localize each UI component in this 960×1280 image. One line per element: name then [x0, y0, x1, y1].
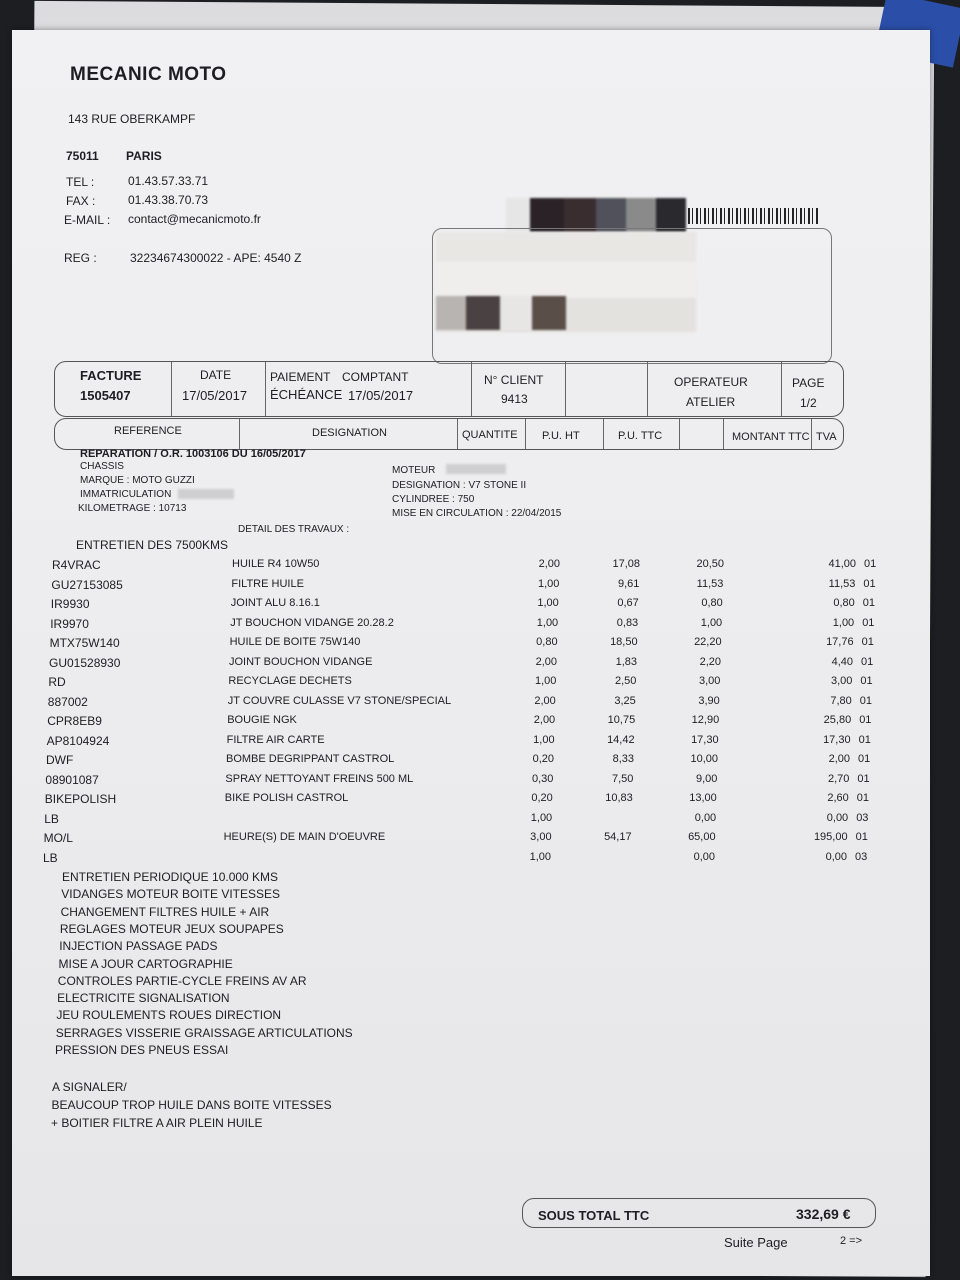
item-ttc: 0,00	[694, 811, 717, 824]
company-name: MECANIC MOTO	[70, 64, 227, 85]
item-mt: 2,60	[827, 792, 849, 804]
item-ref: LB	[44, 811, 59, 826]
note-line: INJECTION PASSAGE PADS	[59, 939, 218, 954]
col-designation: DESIGNATION	[312, 427, 387, 439]
item-ht: 54,17	[604, 831, 632, 843]
item-ht: 18,50	[610, 636, 638, 648]
client-number: 9413	[501, 392, 528, 406]
redacted-address-dark	[436, 296, 566, 330]
item-qty: 1,00	[533, 733, 555, 746]
col-tva: TVA	[816, 431, 837, 443]
item-qty: 0,30	[531, 772, 554, 785]
item-qty: 0,20	[531, 792, 553, 804]
company-street: 143 RUE OBERKAMPF	[68, 112, 196, 126]
item-ht: 17,08	[612, 558, 640, 570]
company-city: PARIS	[126, 149, 162, 163]
item-des: RECYCLAGE DECHETS	[228, 675, 352, 687]
item-ref: R4VRAC	[52, 558, 101, 572]
item-ttc: 65,00	[688, 831, 716, 843]
item-ht: 10,83	[605, 792, 633, 804]
item-des: HUILE R4 10W50	[232, 558, 320, 570]
entretien-title: ENTRETIEN DES 7500KMS	[76, 538, 229, 552]
echeance-label: ÉCHÉANCE	[270, 387, 343, 402]
note-line: MISE A JOUR CARTOGRAPHIE	[58, 956, 233, 971]
item-qty: 2,00	[533, 714, 556, 726]
item-tva: 01	[859, 714, 872, 726]
email-label: E-MAIL :	[64, 213, 111, 227]
item-ref: GU27153085	[51, 577, 123, 592]
marque-label: MARQUE : MOTO GUZZI	[80, 475, 195, 486]
note-line: ENTRETIEN PERIODIQUE 10.000 KMS	[62, 870, 279, 884]
item-mt: 7,80	[830, 694, 852, 707]
moteur-label: MOTEUR	[392, 465, 436, 476]
operateur-label: OPERATEUR	[674, 375, 748, 389]
invoice-paper	[12, 30, 930, 1276]
immat-label: IMMATRICULATION	[80, 489, 172, 500]
item-ref: 08901087	[45, 772, 99, 787]
paiement-label: PAIEMENT	[270, 370, 331, 384]
note-line: ELECTRICITE SIGNALISATION	[57, 991, 230, 1006]
item-mt: 195,00	[813, 831, 848, 843]
item-tva: 01	[858, 733, 871, 746]
company-postcode: 75011	[66, 149, 99, 163]
mise-en-circulation: MISE EN CIRCULATION : 22/04/2015	[392, 508, 562, 519]
item-ttc: 12,90	[691, 714, 720, 726]
item-ref: RD	[48, 675, 66, 689]
item-tva: 01	[862, 616, 875, 629]
item-ttc: 11,53	[696, 577, 724, 590]
item-ht: 0,83	[616, 616, 639, 629]
note-line: JEU ROULEMENTS ROUES DIRECTION	[56, 1008, 282, 1023]
item-des: HEURE(S) DE MAIN D'OEUVRE	[223, 831, 386, 843]
item-mt: 2,00	[828, 753, 850, 765]
col-reference: REFERENCE	[114, 425, 182, 437]
item-tva: 01	[855, 831, 868, 843]
item-des: JT COUVRE CULASSE V7 STONE/SPECIAL	[227, 694, 452, 707]
item-qty: 2,00	[534, 694, 556, 707]
item-ttc: 9,00	[695, 772, 718, 785]
item-ttc: 13,00	[689, 792, 717, 804]
item-tva: 01	[861, 655, 874, 668]
item-ht: 10,75	[607, 714, 636, 726]
item-tva: 01	[863, 577, 876, 590]
subtotal-value: 332,69 €	[796, 1206, 851, 1222]
item-ref: LB	[43, 850, 58, 865]
item-ref: MO/L	[43, 831, 73, 845]
paiement-value: COMPTANT	[342, 370, 409, 384]
item-mt: 0,00	[825, 850, 847, 863]
reg-value: 32234674300022 - APE: 4540 Z	[130, 251, 302, 265]
echeance-value: 17/05/2017	[348, 388, 414, 403]
barcode	[688, 208, 820, 224]
item-des: BOMBE DEGRIPPANT CASTROL	[226, 753, 395, 765]
note-line: VIDANGES MOTEUR BOITE VITESSES	[61, 887, 281, 902]
note-line: REGLAGES MOTEUR JEUX SOUPAPES	[59, 921, 284, 936]
item-mt: 17,30	[823, 733, 851, 746]
item-ttc: 2,20	[699, 655, 721, 668]
date-label: DATE	[200, 368, 232, 382]
client-label: N° CLIENT	[484, 373, 544, 387]
item-mt: 4,40	[831, 655, 853, 668]
item-qty: 3,00	[530, 831, 552, 843]
item-mt: 0,00	[826, 811, 849, 824]
item-ref: DWF	[46, 753, 74, 767]
item-mt: 11,53	[828, 577, 856, 590]
tel-label: TEL :	[66, 175, 95, 189]
item-ht: 0,67	[617, 597, 639, 609]
date-value: 17/05/2017	[182, 388, 248, 403]
item-qty: 1,00	[530, 811, 553, 824]
reg-label: REG :	[64, 251, 97, 265]
item-ref: AP8104924	[46, 733, 110, 748]
item-ref: MTX75W140	[49, 636, 120, 650]
repair-title: REPARATION / O.R. 1003106 DU 16/05/2017	[80, 448, 306, 460]
item-mt: 1,00	[832, 616, 855, 629]
item-des: FILTRE AIR CARTE	[226, 733, 325, 746]
col-pu-ttc: P.U. TTC	[618, 430, 663, 442]
item-ht: 1,83	[615, 655, 637, 668]
item-ttc: 10,00	[690, 753, 718, 765]
chassis-label: CHASSIS	[80, 461, 124, 472]
item-qty: 2,00	[538, 558, 560, 570]
kilometrage-label: KILOMETRAGE : 10713	[78, 503, 187, 514]
item-tva: 03	[855, 850, 868, 863]
tel-value: 01.43.57.33.71	[128, 174, 209, 188]
item-des: BIKE POLISH CASTROL	[224, 792, 349, 804]
item-qty: 1,00	[537, 577, 560, 590]
item-ttc: 22,20	[694, 636, 722, 648]
item-ttc: 1,00	[700, 616, 723, 629]
item-ttc: 20,50	[696, 558, 724, 570]
item-des: JOINT BOUCHON VIDANGE	[229, 655, 373, 668]
item-tva: 01	[864, 558, 877, 570]
item-ht: 9,61	[617, 577, 640, 590]
item-ttc: 0,80	[701, 597, 723, 609]
item-ref: IR9930	[50, 597, 90, 611]
item-ttc: 3,90	[698, 694, 720, 707]
item-ref: IR9970	[50, 616, 89, 631]
col-pu-ht: P.U. HT	[542, 430, 580, 442]
item-ht: 8,33	[612, 753, 634, 765]
item-tva: 01	[858, 753, 871, 765]
item-tva: 01	[856, 792, 870, 804]
operateur-value: ATELIER	[686, 395, 736, 409]
item-ht: 7,50	[611, 772, 634, 785]
redacted-immat	[178, 489, 234, 499]
note-line: CHANGEMENT FILTRES HUILE + AIR	[60, 904, 270, 919]
page-value: 1/2	[800, 396, 817, 410]
item-ht: 2,50	[614, 675, 637, 687]
designation-vehicle: DESIGNATION : V7 STONE II	[392, 480, 527, 491]
item-ht: 3,25	[614, 694, 636, 707]
item-qty: 1,00	[537, 597, 559, 609]
item-ref: 887002	[47, 694, 88, 709]
facture-number: 1505407	[80, 388, 131, 403]
redacted-name	[506, 198, 686, 232]
item-ref: BIKEPOLISH	[44, 792, 117, 806]
item-des: BOUGIE NGK	[227, 714, 297, 726]
item-ttc: 0,00	[693, 850, 715, 863]
item-tva: 01	[861, 636, 874, 648]
item-qty: 1,00	[534, 675, 557, 687]
item-qty: 1,00	[536, 616, 559, 629]
signal-line: + BOITIER FILTRE A AIR PLEIN HUILE	[51, 1116, 263, 1130]
detail-travaux: DETAIL DES TRAVAUX :	[238, 524, 350, 535]
item-mt: 2,70	[827, 772, 850, 785]
item-ttc: 3,00	[698, 675, 721, 687]
item-qty: 0,20	[532, 753, 554, 765]
redacted-moteur	[446, 464, 506, 474]
col-montant: MONTANT TTC	[732, 431, 810, 443]
item-tva: 01	[862, 597, 876, 609]
item-ht: 14,42	[607, 733, 635, 746]
suite-page: Suite Page	[724, 1235, 788, 1250]
note-line: CONTROLES PARTIE-CYCLE FREINS AV AR	[57, 973, 307, 988]
item-des: HUILE DE BOITE 75W140	[229, 636, 361, 648]
note-line: PRESSION DES PNEUS ESSAI	[55, 1043, 229, 1057]
item-qty: 1,00	[529, 850, 551, 863]
item-qty: 2,00	[535, 655, 557, 668]
item-ref: GU01528930	[49, 655, 121, 670]
item-ref: CPR8EB9	[47, 714, 102, 728]
item-des: JT BOUCHON VIDANGE 20.28.2	[230, 616, 394, 629]
col-quantite: QUANTITE	[462, 429, 518, 441]
item-mt: 0,80	[833, 597, 855, 609]
item-tva: 03	[856, 811, 869, 824]
next-page-arrow: 2 =>	[840, 1235, 863, 1247]
item-ttc: 17,30	[691, 733, 719, 746]
item-qty: 0,80	[536, 636, 558, 648]
item-mt: 3,00	[830, 675, 853, 687]
item-des: JOINT ALU 8.16.1	[230, 597, 320, 609]
page-label: PAGE	[792, 376, 825, 390]
item-tva: 01	[859, 694, 873, 707]
note-line: SERRAGES VISSERIE GRAISSAGE ARTICULATIONS	[55, 1025, 353, 1040]
item-tva: 01	[860, 675, 873, 687]
item-mt: 17,76	[826, 636, 854, 648]
fax-label: FAX :	[66, 194, 96, 208]
item-des: SPRAY NETTOYANT FREINS 500 ML	[225, 772, 414, 785]
fax-value: 01.43.38.70.73	[128, 193, 209, 207]
item-mt: 41,00	[828, 558, 856, 570]
email-value: contact@mecanicmoto.fr	[128, 212, 261, 226]
cylindree: CYLINDREE : 750	[392, 494, 475, 505]
subtotal-label: SOUS TOTAL TTC	[538, 1208, 650, 1223]
signal-line: A SIGNALER/	[52, 1080, 127, 1094]
item-des: FILTRE HUILE	[231, 577, 304, 590]
item-tva: 01	[857, 772, 870, 785]
facture-label: FACTURE	[80, 368, 142, 383]
signal-line: BEAUCOUP TROP HUILE DANS BOITE VITESSES	[51, 1098, 332, 1112]
item-mt: 25,80	[823, 714, 852, 726]
